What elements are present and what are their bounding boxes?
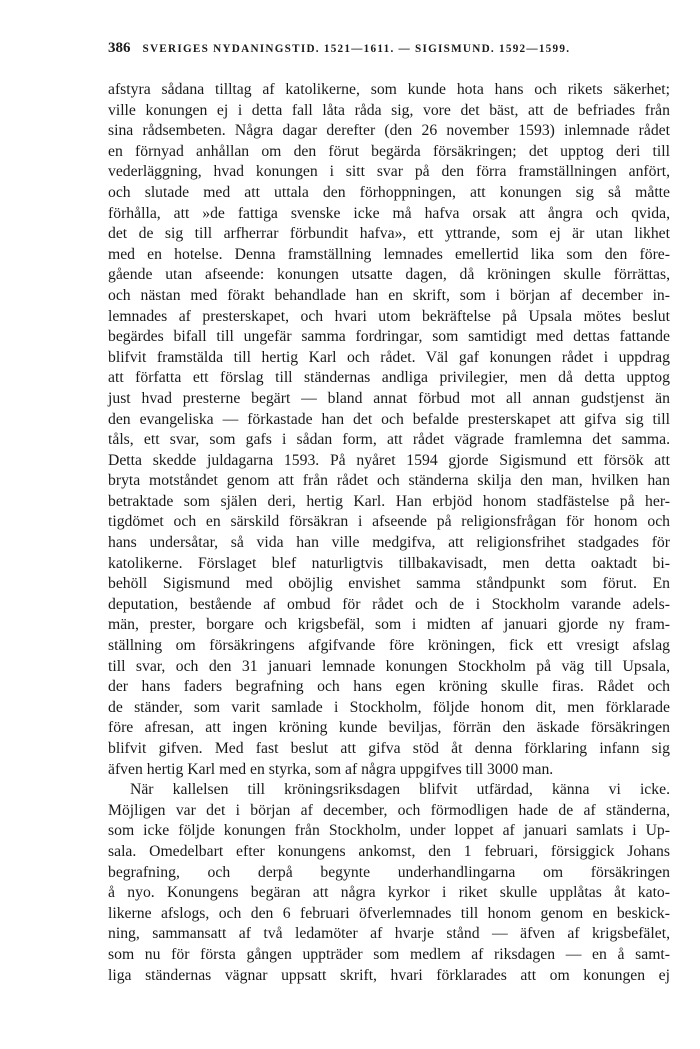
text-line: betraktade som själen deri, hertig Karl. Han erbjöd honom stadfästelse på her- xyxy=(108,492,670,510)
text-line: likerne afslogs, och den 6 februari öfverlemnades till honom genom en beskick- xyxy=(108,904,670,922)
text-line: män, prester, borgare och krigsbefäl, som i midten af januari gjorde ny fram- xyxy=(108,616,670,634)
text-line: en förnyad anhållan om den förut begärda försäkringen; det upptog deri till xyxy=(108,142,670,160)
book-page xyxy=(108,40,670,986)
text-line: blifvit framstälda till hertig Karl och rådet. Väl gaf konungen rådet i uppdrag xyxy=(108,348,670,366)
text-line: Detta skedde juldagarna 1593. På nyåret 1594 gjorde Sigismund ett försök att xyxy=(108,451,670,469)
running-title: SVERIGES NYDANINGSTID. 1521—1611. — SIGISMUND. 1592—1599. xyxy=(142,43,571,55)
text-line: När kallelsen till kröningsriksdagen blifvit utfärdad, känna vi icke. xyxy=(130,781,670,799)
text-line: sala. Omedelbart efter konungens ankomst, den 1 februari, försiggick Johans xyxy=(108,842,670,860)
text-line: före afresan, att ingen kröning kunde beviljas, förrän den äskade försäkringen xyxy=(108,719,670,737)
text-line: lemnades af presterskapet, och hvari utom bekräftelse på Upsala mötes beslut xyxy=(108,307,670,325)
text-line: katolikerne. Förslaget blef naturligtvis tillbakavisadt, men detta oaktadt bi- xyxy=(108,554,670,572)
text-line: äfven hertig Karl med en styrka, som af några uppgifves till 3000 man. xyxy=(108,760,554,778)
running-header xyxy=(108,40,670,62)
text-line: gående utan afseende: konungen utsatte dagen, då kröningen skulle förrättas, xyxy=(108,266,670,284)
text-line: vederläggning, hvad konungen i sitt svar på den förra framställningen anfört, xyxy=(108,163,670,181)
text-line: att författa ett förslag till ständernas andliga privilegier, men då detta upptog xyxy=(108,369,670,387)
text-line: Möjligen var det i början af december, och förmodligen hade de af ständerna, xyxy=(108,801,670,819)
text-line: som icke följde konungen från Stockholm, under loppet af januari samlats i Up- xyxy=(108,822,670,840)
text-line: afstyra sådana tilltag af katolikerne, som kunde hota hans och rikets säkerhet; xyxy=(108,81,670,98)
text-line: sina rådsembeten. Några dagar derefter (den 26 november 1593) inlemnade rådet xyxy=(108,122,670,140)
text-line: förhålla, att »de fattiga svenske icke må hafva orsak att ångra och qvida, xyxy=(108,204,670,222)
text-line: ställning om försäkringens afgifvande före kröningen, fick ett vresigt afslag xyxy=(108,637,670,655)
text-line: just hvad presterne begärt — bland annat förbud mot all annan gudstjenst än xyxy=(108,389,670,407)
text-line: ning, sammansatt af två ledamöter af hvarje stånd — äfven af krigsbefälet, xyxy=(108,925,670,943)
text-line: den evangeliska — förkastade han det och befalde presterskapet att gifva sig till xyxy=(108,410,670,428)
page-number: 386 xyxy=(108,40,131,56)
text-line: bryta motståndet genom att från rådet och ständerna skilja den man, hvilken han xyxy=(108,472,670,490)
text-line: begärdes bifall till ungefär samma fordringar, som samtidigt med dettas fattande xyxy=(108,328,670,346)
text-line: liga ständernas vägnar uppsatt skrift, hvari förklarades att om konungen ej xyxy=(108,966,670,984)
text-line: och slutade med att uttala den förhoppningen, att konungen sig så måtte xyxy=(108,183,670,201)
text-line: det de sig till arfherrar förbundit hafva», ett yttrande, som ej är utan likhet xyxy=(108,225,670,243)
text-line: hans undersåtar, så vida han ville medgifva, att religionsfrihet stadgades för xyxy=(108,534,670,552)
text-line: der hans faders begrafning och hans egen kröning skulle firas. Rådet och xyxy=(108,678,670,696)
text-line: å nyo. Konungens begäran att några kyrkor i riket skulle upplåtas åt kato- xyxy=(108,884,670,902)
text-line: tåls, ett svar, som gafs i sådan form, att rådet vägrade framlemna det samma. xyxy=(108,431,670,449)
text-line: med en hotelse. Denna framställning lemnades emellertid lika som den före- xyxy=(108,245,670,263)
text-line: tigdömet och en särskild försäkran i afseende på religionsfrågan för honom och xyxy=(108,513,670,531)
text-line: behöll Sigismund med oböjlig envishet samma ståndpunkt som förut. En xyxy=(108,575,670,593)
text-line: blifvit gifven. Med fast beslut att gifva stöd åt denna förklaring infann sig xyxy=(108,740,670,757)
text-line: och nästan med förakt behandlade han en skrift, som i början af december in- xyxy=(108,286,670,304)
text-line: deputation, bestående af ombud för rådet och de i Stockholm varande adels- xyxy=(108,595,670,613)
text-line: som nu för första gången uppträder som medlem af riksdagen — en å samt- xyxy=(108,945,670,963)
body-text xyxy=(108,80,670,986)
text-line: ville konungen ej i detta fall låta råda sig, vore det bäst, att de befriades från xyxy=(108,101,670,119)
text-line: de ständer, som varit samlade i Stockholm, följde honom dit, men förklarade xyxy=(108,698,670,716)
text-line: till svar, och den 31 januari lemnade konungen Stockholm på väg till Upsala, xyxy=(108,657,670,675)
text-line: begrafning, och derpå begynte underhandlingarna om försäkringen xyxy=(108,863,670,881)
